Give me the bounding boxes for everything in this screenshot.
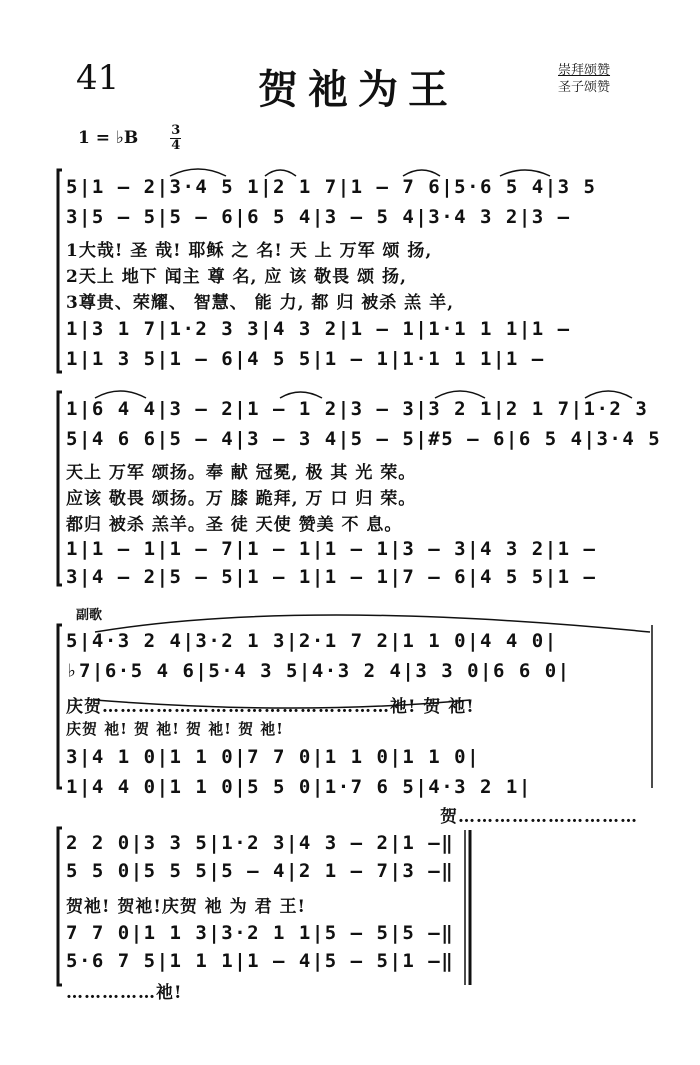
system-1-alto: 3|5 – 5|5 – 6|6 5 4|3 – 5 4|3·4 3 2|3 – bbox=[66, 206, 571, 228]
system-1-lyric-3: 3尊贵、荣耀、 智慧、 能 力, 都 归 被杀 羔 羊, bbox=[66, 293, 455, 313]
system-2-soprano: 1|6 4 4|3 – 2|1 – 1 2|3 – 3|3 2 1|2 1 7|1·2 3 bbox=[66, 398, 649, 420]
system-2-bass: 3|4 – 2|5 – 5|1 – 1|1 – 1|7 – 6|4 5 5|1 – bbox=[66, 566, 597, 588]
system-3-tenor: 3|4 1 0|1 1 0|7 7 0|1 1 0|1 1 0| bbox=[66, 746, 481, 768]
section-label: 副歌 bbox=[76, 608, 103, 623]
page-title: 贺祂为王 bbox=[258, 66, 458, 113]
system-3-soprano: 5|4·3 2 4|3·2 1 3|2·1 7 2|1 1 0|4 4 0| bbox=[66, 630, 558, 652]
category-line-2: 圣子颂赞 bbox=[558, 80, 611, 95]
key-text: 1 = ♭B bbox=[78, 128, 139, 148]
system-2-tenor: 1|1 – 1|1 – 7|1 – 1|1 – 1|3 – 3|4 3 2|1 – bbox=[66, 538, 597, 560]
time-signature bbox=[170, 124, 181, 153]
system-2-lyric-3: 都归 被杀 羔羊。圣 徒 天使 赞美 不 息。 bbox=[66, 515, 403, 535]
system-4-soprano: 2 2 0|3 3 5|1·2 3|4 3 – 2|1 –‖ bbox=[66, 832, 455, 854]
system-4-bass-lyric: ……………祂! bbox=[66, 983, 183, 1003]
system-4-alto: 5 5 0|5 5 5|5 – 4|2 1 – 7|3 –‖ bbox=[66, 860, 455, 882]
system-3-bass-lyric: 贺………………………… bbox=[440, 807, 638, 827]
system-4-lyric-1: 贺祂! 贺祂!庆贺 祂 为 君 王! bbox=[66, 897, 306, 917]
system-2-lyric-2: 应该 敬畏 颂扬。万 膝 跪拜, 万 口 归 荣。 bbox=[66, 489, 417, 509]
system-3-alto: ♭7|6·5 4 6|5·4 3 5|4·3 2 4|3 3 0|6 6 0| bbox=[66, 660, 571, 682]
system-1-tenor: 1|3 1 7|1·2 3 3|4 3 2|1 – 1|1·1 1 1|1 – bbox=[66, 318, 571, 340]
system-1-soprano: 5|1 – 2|3·4 5 1|2 1 7|1 – 7 6|5·6 5 4|3 5 bbox=[66, 176, 597, 198]
system-1-lyric-1: 1大哉! 圣 哉! 耶稣 之 名! 天 上 万军 颂 扬, bbox=[66, 241, 433, 261]
time-bottom: 4 bbox=[171, 138, 181, 153]
system-3-bass: 1|4 4 0|1 1 0|5 5 0|1·7 6 5|4·3 2 1| bbox=[66, 776, 532, 798]
category-line-1: 崇拜颂赞 bbox=[558, 63, 611, 78]
time-top: 3 bbox=[171, 123, 181, 138]
category-label bbox=[558, 62, 610, 96]
system-2-lyric-1: 天上 万军 颂扬。奉 献 冠冕, 极 其 光 荣。 bbox=[66, 463, 417, 483]
system-1-bass: 1|1 3 5|1 – 6|4 5 5|1 – 1|1·1 1 1|1 – bbox=[66, 348, 545, 370]
hymn-number: 41 bbox=[76, 58, 120, 98]
system-4-bass: 5·6 7 5|1 1 1|1 – 4|5 – 5|1 –‖ bbox=[66, 950, 455, 972]
system-3-lyric-1: 庆贺…………………………………………祂! 贺 祂! bbox=[66, 697, 475, 717]
system-3-lyric-2: 庆贺 祂! 贺 祂! 贺 祂! 贺 祂! bbox=[66, 720, 284, 738]
system-2-alto: 5|4 6 6|5 – 4|3 – 3 4|5 – 5|#5 – 6|6 5 4|3·4 5 bbox=[66, 428, 662, 450]
key-signature bbox=[78, 124, 181, 153]
system-1-lyric-2: 2天上 地下 闻主 尊 名, 应 该 敬畏 颂 扬, bbox=[66, 267, 407, 287]
system-4-tenor: 7 7 0|1 1 3|3·2 1 1|5 – 5|5 –‖ bbox=[66, 922, 455, 944]
